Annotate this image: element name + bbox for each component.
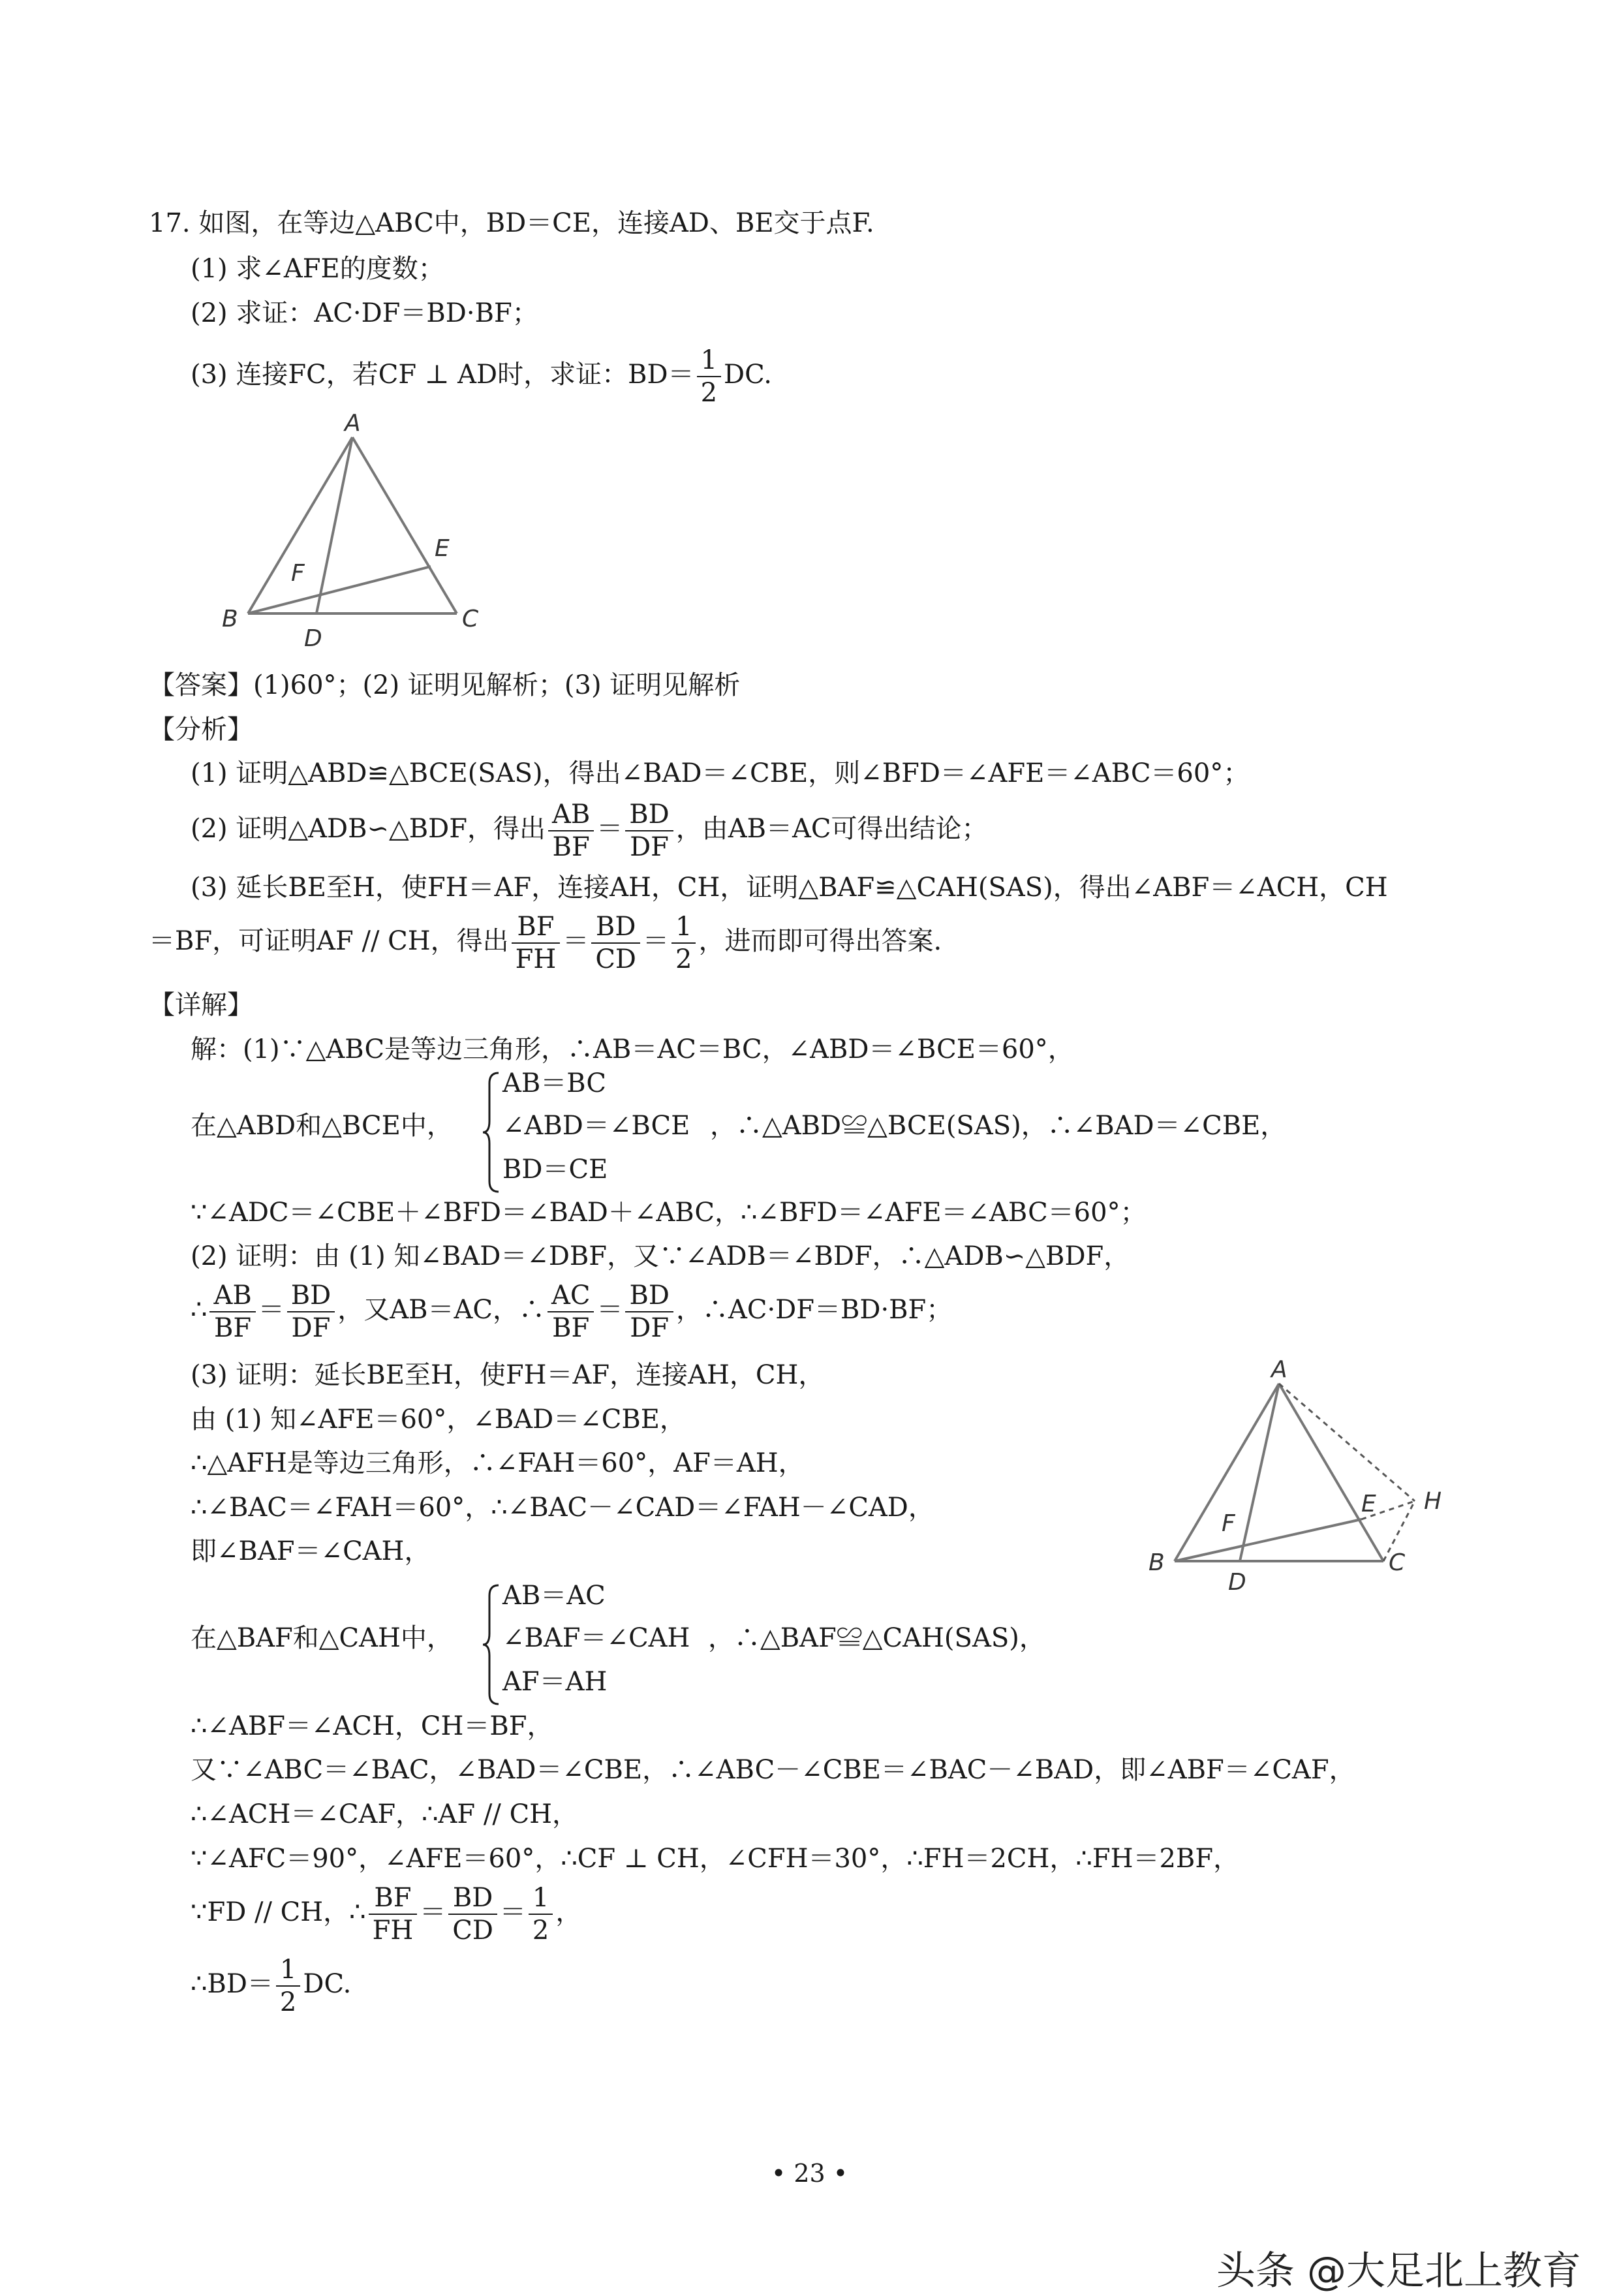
answer-line: 【答案】(1)60°；(2) 证明见解析；(3) 证明见解析 [149, 670, 741, 700]
detail-line-11-prefix: 在△BAF和△CAH中， [191, 1623, 453, 1653]
triangle-figure-1 [215, 411, 502, 659]
label-d: D [304, 625, 322, 652]
label-e: E [435, 535, 450, 562]
label-a: A [1271, 1357, 1287, 1383]
system-1-row-2: ∠ABD＝∠BCE [502, 1111, 690, 1141]
question-3: (3) 连接FC，若CF ⊥ AD时，求证：BD＝ $\frac{1}{2}$ DC. [191, 345, 772, 408]
triangle-figure-2 [1135, 1357, 1462, 1592]
system-2-row-2: ∠BAF＝∠CAH [502, 1623, 690, 1653]
detail-line-7: 由 (1) 知∠AFE＝60°，∠BAD＝∠CBE， [191, 1404, 686, 1435]
label-a: A [345, 411, 361, 437]
detail-line-17: ∴BD＝ $\frac{1}{2}$ DC. [191, 1955, 352, 2017]
problem-stem: 17. 如图，在等边△ABC中，BD＝CE，连接AD、BE交于点F. [149, 208, 874, 238]
fraction-half: $\frac{1}{2}$ [697, 347, 721, 406]
label-c: C [1389, 1549, 1406, 1576]
detail-line-8: ∴△AFH是等边三角形，∴∠FAH＝60°，AF＝AH， [191, 1448, 805, 1478]
label-h: H [1424, 1488, 1442, 1515]
analysis-line-2: (2) 证明△ADB∽△BDF，得出 $\frac{AB}{BF}$ ＝ $\frac{BD}{DF}$ ，由AB＝AC可得出结论； [191, 799, 988, 862]
label-f: F [1222, 1510, 1235, 1537]
detail-line-5: ∴ $\frac{AB}{BF}$ ＝ $\frac{BD}{DF}$ ，又AB＝AC，∴ $\frac{AC}{BF}$ ＝ $\frac{BD}{DF}$ ，∴AC·DF＝BD·BF； [191, 1280, 953, 1343]
analysis-heading: 【分析】 [149, 715, 253, 745]
brace-2 [482, 1583, 501, 1707]
analysis-line-4: ＝BF，可证明AF // CH，得出 $\frac{BF}{FH}$ ＝ $\frac{BD}{CD}$ ＝ $\frac{1}{2}$ ，进而即可得出答案. [149, 912, 942, 974]
detail-line-4: (2) 证明：由 (1) 知∠BAD＝∠DBF，又∵∠ADB＝∠BDF，∴△ADB∽△BDF， [191, 1241, 1130, 1271]
detail-line-15: ∵∠AFC＝90°，∠AFE＝60°，∴CF ⊥ CH，∠CFH＝30°，∴FH＝2CH，∴FH＝2BF， [191, 1844, 1240, 1874]
detail-line-13: 又∵∠ABC＝∠BAC，∠BAD＝∠CBE，∴∠ABC－∠CBE＝∠BAC－∠BAD，即∠ABF＝∠CAF， [191, 1755, 1355, 1785]
detail-line-12: ∴∠ABF＝∠ACH，CH＝BF， [191, 1711, 553, 1741]
label-d: D [1228, 1569, 1246, 1592]
page-number: • 23 • [771, 2159, 848, 2188]
detail-line-16: ∵FD // CH，∴ $\frac{BF}{FH}$ ＝ $\frac{BD}{CD}$ ＝ $\frac{1}{2}$ ， [191, 1883, 582, 1946]
question-1: (1) 求∠AFE的度数； [191, 254, 444, 284]
label-e: E [1361, 1491, 1376, 1517]
detail-line-2-suffix: ，∴△ABD≌△BCE(SAS)，∴∠BAD＝∠CBE， [710, 1111, 1287, 1141]
detail-line-2-prefix: 在△ABD和△BCE中， [191, 1111, 453, 1141]
detail-heading: 【详解】 [149, 990, 253, 1020]
system-1-row-1: AB＝BC [502, 1068, 607, 1098]
system-1-row-3: BD＝CE [502, 1155, 608, 1185]
detail-line-1: 解：(1)∵△ABC是等边三角形，∴AB＝AC＝BC，∠ABD＝∠BCE＝60°， [191, 1034, 1074, 1064]
label-b: B [222, 606, 238, 632]
system-2-row-1: AB＝AC [502, 1581, 606, 1611]
detail-line-10: 即∠BAF＝∠CAH， [191, 1536, 431, 1566]
label-f: F [291, 560, 305, 587]
system-2-row-3: AF＝AH [502, 1667, 608, 1697]
question-2: (2) 求证：AC·DF＝BD·BF； [191, 298, 538, 328]
analysis-line-3: (3) 延长BE至H，使FH＝AF，连接AH，CH，证明△BAF≌△CAH(SAS)，得出∠ABF＝∠ACH，CH [191, 873, 1388, 903]
watermark: 头条 @大足北上教育 [1216, 2248, 1581, 2294]
label-b: B [1149, 1549, 1165, 1576]
detail-line-11-suffix: ，∴△BAF≌△CAH(SAS)， [708, 1623, 1045, 1653]
detail-line-9: ∴∠BAC＝∠FAH＝60°，∴∠BAC－∠CAD＝∠FAH－∠CAD， [191, 1493, 934, 1523]
brace-1 [482, 1070, 501, 1194]
label-c: C [462, 606, 479, 632]
analysis-line-1: (1) 证明△ABD≌△BCE(SAS)，得出∠BAD＝∠CBE，则∠BFD＝∠AFE＝∠ABC＝60°； [191, 758, 1250, 788]
detail-line-14: ∴∠ACH＝∠CAF，∴AF // CH， [191, 1799, 579, 1829]
detail-line-3: ∵∠ADC＝∠CBE＋∠BFD＝∠BAD＋∠ABC，∴∠BFD＝∠AFE＝∠ABC＝60°； [191, 1198, 1147, 1228]
detail-line-6: (3) 证明：延长BE至H，使FH＝AF，连接AH，CH， [191, 1360, 825, 1390]
